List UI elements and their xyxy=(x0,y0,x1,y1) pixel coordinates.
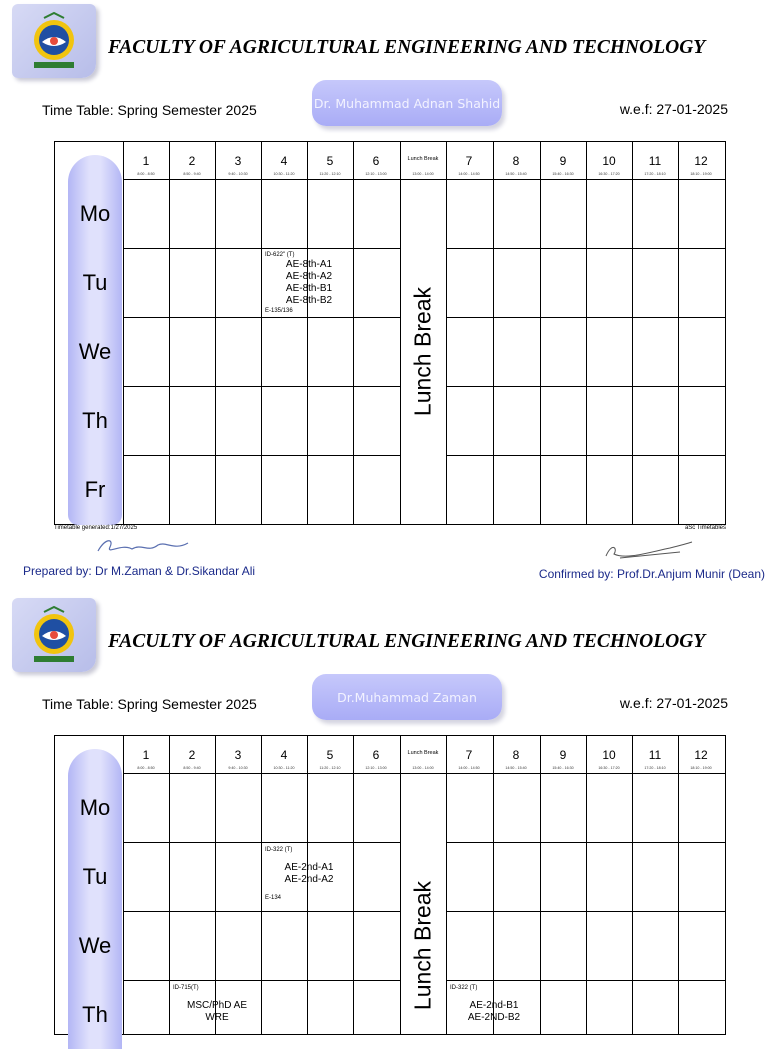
lunch-time: 13:00 - 14:00 xyxy=(412,766,434,770)
period-6-number: 6 xyxy=(372,154,380,168)
period-12-number: 12 xyxy=(694,154,708,168)
university-emblem-icon xyxy=(20,10,88,72)
period-4-number: 4 xyxy=(280,748,288,762)
period-10-time: 16:30 - 17:20 xyxy=(598,766,620,770)
group-label: AE-2nd-A2 xyxy=(284,874,334,885)
lunch-time: 13:00 - 14:00 xyxy=(412,172,434,176)
period-10-time: 16:30 - 17:20 xyxy=(598,172,620,176)
group-label: AE-8th-B2 xyxy=(285,295,333,306)
lunch-header: Lunch Break xyxy=(407,750,439,756)
group-label: WRE xyxy=(205,1012,229,1023)
period-8-time: 14:50 - 15:40 xyxy=(505,766,527,770)
prepared-by: Prepared by: Dr M.Zaman & Dr.Sikandar Ali xyxy=(23,564,256,578)
confirmed-signature-icon xyxy=(600,538,700,564)
timetable-grid xyxy=(54,141,726,525)
room-label: E-135/136 xyxy=(265,308,293,314)
period-9-time: 15:40 - 16:30 xyxy=(552,172,574,176)
period-4-time: 10:30 - 11:20 xyxy=(273,172,295,176)
period-6-number: 6 xyxy=(372,748,380,762)
day-label-tuesday: Tu xyxy=(82,864,108,889)
course-code: ID-322 (T) xyxy=(450,985,478,991)
lunch-header: Lunch Break xyxy=(407,156,439,162)
period-5-time: 11:20 - 12:10 xyxy=(319,172,341,176)
group-label: AE-2nd-B1 xyxy=(469,1000,519,1011)
day-label-friday: Fr xyxy=(84,477,106,502)
period-1-time: 8:00 - 8:50 xyxy=(137,172,155,176)
timetable-title: Time Table: Spring Semester 2025 xyxy=(42,102,257,118)
period-10-number: 10 xyxy=(602,154,616,168)
university-logo xyxy=(12,4,96,78)
period-11-number: 11 xyxy=(648,154,662,168)
university-logo xyxy=(12,598,96,672)
group-label: AE-8th-A1 xyxy=(285,259,333,270)
class-entry xyxy=(173,984,261,1024)
period-5-number: 5 xyxy=(326,748,334,762)
period-3-number: 3 xyxy=(234,154,242,168)
period-9-number: 9 xyxy=(559,154,567,168)
period-2-number: 2 xyxy=(188,748,196,762)
period-11-number: 11 xyxy=(648,748,662,762)
period-12-time: 18:10 - 19:00 xyxy=(690,766,712,770)
period-3-number: 3 xyxy=(234,748,242,762)
confirmed-by: Confirmed by: Prof.Dr.Anjum Munir (Dean) xyxy=(538,567,765,581)
asc-credit: aSc Timetables xyxy=(684,525,726,531)
period-8-time: 14:50 - 15:40 xyxy=(505,172,527,176)
group-label: AE-2nd-A1 xyxy=(284,862,334,873)
period-2-time: 8:50 - 9:40 xyxy=(183,766,201,770)
day-label-wednesday: We xyxy=(78,933,112,958)
period-1-number: 1 xyxy=(142,748,150,762)
period-3-time: 9:40 - 10:30 xyxy=(228,766,248,770)
period-4-time: 10:30 - 11:20 xyxy=(273,766,295,770)
period-3-time: 9:40 - 10:30 xyxy=(228,172,248,176)
period-12-number: 12 xyxy=(694,748,708,762)
period-12-time: 18:10 - 19:00 xyxy=(690,172,712,176)
university-emblem-icon xyxy=(20,604,88,666)
period-2-number: 2 xyxy=(188,154,196,168)
day-label-thursday: Th xyxy=(82,408,108,433)
day-label-monday: Mo xyxy=(79,795,111,820)
period-4-number: 4 xyxy=(280,154,288,168)
period-7-time: 14:00 - 14:50 xyxy=(458,766,480,770)
period-11-time: 17:20 - 18:10 xyxy=(644,172,666,176)
period-8-number: 8 xyxy=(512,748,520,762)
day-label-thursday: Th xyxy=(82,1002,108,1027)
period-7-time: 14:00 - 14:50 xyxy=(458,172,480,176)
effective-date: w.e.f: 27-01-2025 xyxy=(619,101,728,117)
period-5-number: 5 xyxy=(326,154,334,168)
timetable-sheet-2 xyxy=(0,594,768,1027)
generated-date: Timetable generated:1/27/2025 xyxy=(54,525,138,531)
period-8-number: 8 xyxy=(512,154,520,168)
period-7-number: 7 xyxy=(465,154,473,168)
lunch-break-label: Lunch Break xyxy=(409,286,436,417)
class-entry xyxy=(265,251,353,315)
timetable-grid xyxy=(54,735,726,1035)
period-9-time: 15:40 - 16:30 xyxy=(552,766,574,770)
faculty-title: FACULTY OF AGRICULTURAL ENGINEERING AND TECHNOLOGY xyxy=(108,631,706,652)
period-6-time: 12:10 - 13:00 xyxy=(365,766,387,770)
day-label-wednesday: We xyxy=(78,339,112,364)
period-6-time: 12:10 - 13:00 xyxy=(365,172,387,176)
group-label: AE-2ND-B2 xyxy=(467,1012,521,1023)
class-entry xyxy=(450,984,538,1024)
course-code: ID-622" (T) xyxy=(265,252,295,258)
course-code: ID-715(T) xyxy=(173,985,199,991)
day-label-monday: Mo xyxy=(79,201,111,226)
period-1-time: 8:00 - 8:50 xyxy=(137,766,155,770)
period-9-number: 9 xyxy=(559,748,567,762)
timetable-title: Time Table: Spring Semester 2025 xyxy=(42,696,257,712)
day-label-tuesday: Tu xyxy=(82,270,108,295)
course-code: ID-322 (T) xyxy=(265,847,293,853)
faculty-title: FACULTY OF AGRICULTURAL ENGINEERING AND TECHNOLOGY xyxy=(108,37,706,58)
group-label: MSC/PhD AE xyxy=(186,1000,248,1011)
period-1-number: 1 xyxy=(142,154,150,168)
period-5-time: 11:20 - 12:10 xyxy=(319,766,341,770)
class-entry xyxy=(265,846,353,902)
teacher-name: Dr.Muhammad Zaman xyxy=(312,674,502,720)
room-label: E-134 xyxy=(265,895,282,901)
lunch-break-label: Lunch Break xyxy=(409,880,436,1011)
effective-date: w.e.f: 27-01-2025 xyxy=(619,695,728,711)
group-label: AE-8th-B1 xyxy=(285,283,333,294)
period-2-time: 8:50 - 9:40 xyxy=(183,172,201,176)
group-label: AE-8th-A2 xyxy=(285,271,333,282)
teacher-name: Dr. Muhammad Adnan Shahid xyxy=(312,80,502,126)
period-11-time: 17:20 - 18:10 xyxy=(644,766,666,770)
prepared-signature-icon xyxy=(92,531,202,559)
period-10-number: 10 xyxy=(602,748,616,762)
period-7-number: 7 xyxy=(465,748,473,762)
